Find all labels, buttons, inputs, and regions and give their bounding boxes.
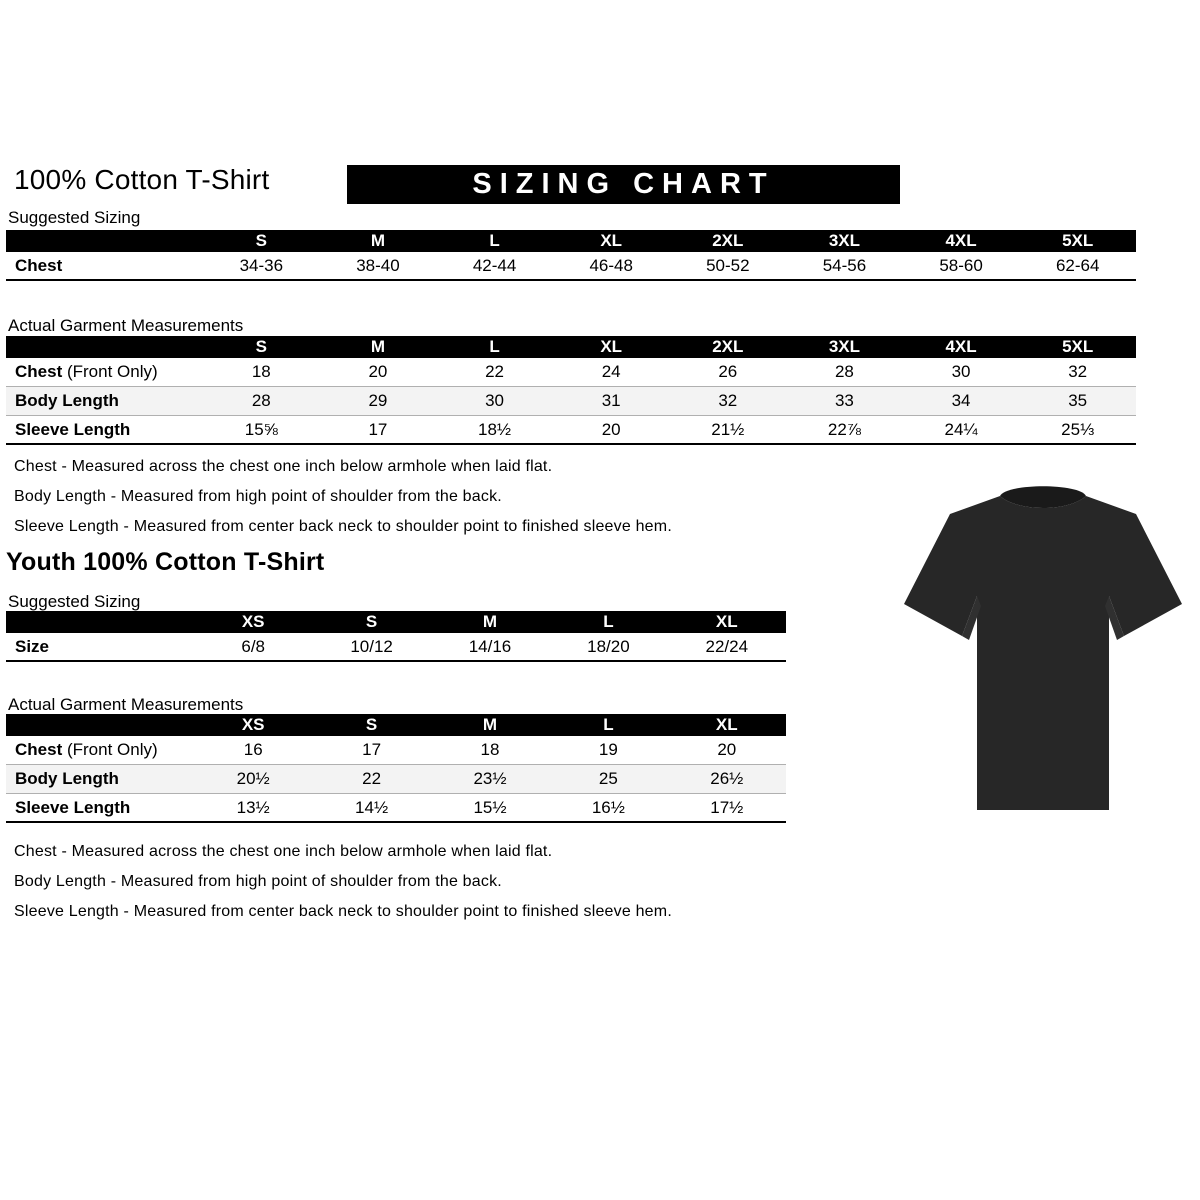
size-cell: 24 <box>601 362 621 381</box>
col-header: XL <box>600 231 623 250</box>
adult-suggested-sizing-label: Suggested Sizing <box>8 208 141 227</box>
size-cell: 25 <box>598 769 618 788</box>
adult-actual-measurements-label: Actual Garment Measurements <box>8 316 244 335</box>
youth-suggested-table <box>6 611 786 662</box>
table-row <box>6 416 1136 445</box>
size-cell: 19 <box>598 740 618 759</box>
youth-actual-measurements-label: Actual Garment Measurements <box>8 695 244 714</box>
col-header: XL <box>600 337 623 356</box>
col-header: S <box>365 612 378 631</box>
col-header: 4XL <box>945 337 977 356</box>
size-cell: 18/20 <box>587 636 630 656</box>
col-header: XL <box>715 612 738 631</box>
youth-title: Youth 100% Cotton T-Shirt <box>6 548 325 576</box>
col-header: 3XL <box>828 231 861 250</box>
size-cell: 24¼ <box>944 419 978 439</box>
size-cell: 23½ <box>473 769 507 788</box>
table-row <box>6 358 1136 387</box>
size-cell: 29 <box>368 391 388 410</box>
size-cell: 54-56 <box>822 255 867 275</box>
size-cell: 18½ <box>478 419 512 439</box>
row-label: Chest (Front Only) <box>15 362 158 381</box>
col-header: M <box>482 612 498 631</box>
adult-suggested-table <box>6 230 1136 281</box>
row-label: Sleeve Length <box>15 797 131 817</box>
row-label: Sleeve Length <box>15 419 131 439</box>
youth-suggested-sizing-label: Suggested Sizing <box>8 592 141 611</box>
size-cell: 28 <box>251 391 271 410</box>
size-header-row <box>6 611 786 633</box>
black-tshirt-image <box>893 474 1193 839</box>
size-header-row <box>6 336 1136 358</box>
size-cell: 32 <box>1068 362 1088 381</box>
size-header-row <box>6 714 786 736</box>
size-cell: 15½ <box>473 797 507 817</box>
size-cell: 16 <box>243 740 263 759</box>
page-title: 100% Cotton T-Shirt <box>14 164 270 195</box>
size-header-row <box>6 230 1136 252</box>
size-cell: 25⅓ <box>1061 419 1095 439</box>
col-header: L <box>489 231 500 250</box>
tshirt-icon <box>893 474 1193 839</box>
row-label: Size <box>15 636 50 656</box>
table-row <box>6 736 786 765</box>
table-row <box>6 765 786 794</box>
size-cell: 28 <box>834 362 854 381</box>
sizing-chart-banner-text: SIZING CHART <box>472 168 775 200</box>
col-header: 5XL <box>1062 231 1094 250</box>
note-body-length: Body Length - Measured from high point of shoulder from the back. <box>14 873 502 890</box>
size-cell: 32 <box>718 391 738 410</box>
size-cell: 62-64 <box>1055 255 1100 275</box>
note-body-length: Body Length - Measured from high point of shoulder from the back. <box>14 488 502 505</box>
col-header: XS <box>241 715 265 734</box>
size-cell: 20 <box>368 362 388 381</box>
size-cell: 20 <box>601 419 621 439</box>
size-cell: 15⅝ <box>244 419 278 439</box>
col-header: 5XL <box>1062 337 1094 356</box>
size-cell: 21½ <box>711 419 745 439</box>
size-cell: 26 <box>718 362 738 381</box>
size-cell: 50-52 <box>706 255 750 275</box>
col-header: M <box>482 715 498 734</box>
size-cell: 42-44 <box>472 255 517 275</box>
size-cell: 30 <box>485 391 505 410</box>
row-label: Chest <box>15 255 63 275</box>
table-row <box>6 387 1136 416</box>
size-cell: 22/24 <box>705 636 749 656</box>
size-cell: 30 <box>951 362 971 381</box>
size-cell: 14½ <box>355 797 389 817</box>
col-header: L <box>603 612 614 631</box>
col-header: M <box>370 337 386 356</box>
size-cell: 13½ <box>236 797 270 817</box>
size-cell: 20½ <box>236 769 270 788</box>
size-cell: 35 <box>1068 391 1088 410</box>
col-header: L <box>489 337 500 356</box>
table-row <box>6 794 786 823</box>
size-cell: 33 <box>834 391 854 410</box>
col-header: 2XL <box>712 231 744 250</box>
col-header: XS <box>241 612 265 631</box>
row-label: Body Length <box>15 769 119 788</box>
note-sleeve-length: Sleeve Length - Measured from center back neck to shoulder point to finished sleeve hem. <box>14 903 672 920</box>
size-cell: 46-48 <box>589 255 633 275</box>
note-sleeve-length: Sleeve Length - Measured from center back neck to shoulder point to finished sleeve hem. <box>14 518 672 535</box>
size-cell: 6/8 <box>241 636 266 656</box>
size-cell: 10/12 <box>350 636 393 656</box>
note-chest: Chest - Measured across the chest one inch below armhole when laid flat. <box>14 458 553 475</box>
col-header: XL <box>715 715 738 734</box>
size-cell: 34 <box>951 391 971 410</box>
size-cell: 22⅞ <box>827 419 861 439</box>
size-cell: 18 <box>480 740 500 759</box>
col-header: 2XL <box>712 337 744 356</box>
size-cell: 22 <box>362 769 382 788</box>
col-header: S <box>255 231 267 250</box>
col-header: M <box>370 231 386 250</box>
table-row <box>6 633 786 662</box>
size-cell: 17 <box>362 740 382 759</box>
col-header: L <box>603 715 614 734</box>
size-cell: 17½ <box>710 797 744 817</box>
sizing-chart-banner <box>347 165 900 204</box>
size-cell: 38-40 <box>356 255 400 275</box>
size-cell: 18 <box>251 362 271 381</box>
adult-measurement-notes <box>14 458 834 548</box>
col-header: S <box>255 337 267 356</box>
adult-actual-table <box>6 336 1136 445</box>
row-label: Chest (Front Only) <box>15 740 158 759</box>
size-cell: 17 <box>368 419 388 439</box>
size-cell: 58-60 <box>939 255 983 275</box>
youth-actual-table <box>6 714 786 823</box>
size-cell: 22 <box>485 362 505 381</box>
row-label: Body Length <box>15 391 119 410</box>
size-cell: 31 <box>601 391 621 410</box>
size-cell: 34-36 <box>239 255 284 275</box>
size-cell: 14/16 <box>468 636 512 656</box>
col-header: 4XL <box>945 231 977 250</box>
size-cell: 26½ <box>710 769 744 788</box>
size-cell: 20 <box>717 740 737 759</box>
col-header: 3XL <box>828 337 861 356</box>
note-chest: Chest - Measured across the chest one inch below armhole when laid flat. <box>14 843 553 860</box>
size-cell: 16½ <box>591 797 625 817</box>
table-row <box>6 252 1136 281</box>
youth-measurement-notes <box>14 843 834 933</box>
col-header: S <box>365 715 378 734</box>
